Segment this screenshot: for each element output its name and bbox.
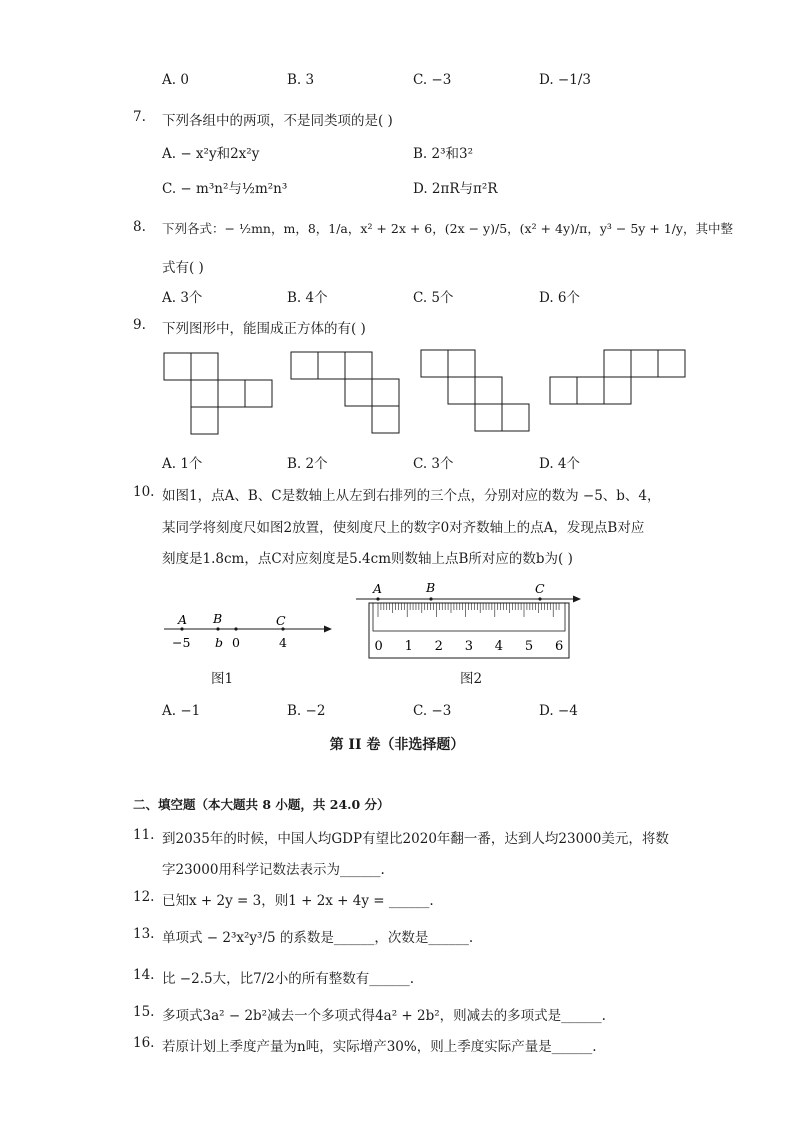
fig2-label-b: B (426, 580, 436, 595)
fig1-tick-4: 4 (279, 635, 287, 650)
fig1-point-a (180, 627, 183, 630)
ruler-number: 4 (494, 639, 504, 654)
q12-number: 12. (133, 889, 155, 905)
q10-line3: 刻度是1.8cm，点C对应刻度是5.4cm则数轴上点B所对应的数b为( ) (162, 551, 573, 567)
q7-option-d: D. 2πR与π²R (413, 181, 498, 197)
q9-number: 9. (133, 317, 146, 333)
fig1-point-0 (234, 627, 237, 630)
q10-number: 10. (133, 484, 155, 500)
q10-option-d: D. −4 (539, 703, 578, 719)
q11-line2: 字23000用科学记数法表示为______. (162, 862, 385, 878)
fig1-point-b (216, 627, 219, 630)
q7-option-b: B. 2³和3² (413, 146, 474, 162)
q10-figure1-number-line (160, 605, 340, 655)
q10-line2: 某同学将刻度尺如图2放置，使刻度尺上的数字0对齐数轴上的点A，发现点B对应 (162, 520, 645, 536)
q13-line1: 单项式 − 2³x²y³/5 的系数是______，次数是______. (162, 930, 474, 946)
ruler-number: 3 (464, 639, 474, 654)
q10-option-c: C. −3 (413, 703, 452, 719)
net-figure-2 (291, 352, 399, 433)
q9-option-b: B. 2个 (287, 456, 328, 472)
q15-line1: 多项式3a² − 2b²减去一个多项式得4a² + 2b²，则减去的多项式是______. (162, 1008, 606, 1024)
section2-header: 二、填空题（本大题共 8 小题，共 24.0 分） (133, 797, 390, 812)
q7-option-c: C. − m³n²与½m²n³ (162, 181, 288, 197)
q8-option-d: D. 6个 (539, 290, 581, 306)
q14-number: 14. (133, 967, 155, 983)
fig2-label-c: C (535, 581, 545, 596)
ruler-number: 6 (554, 639, 564, 654)
net-figure-1 (164, 353, 272, 434)
q9-text: 下列图形中，能围成正方体的有( ) (162, 321, 366, 337)
q10-option-a: A. −1 (162, 703, 201, 719)
q16-number: 16. (133, 1035, 155, 1051)
q9-option-c: C. 3个 (413, 456, 454, 472)
q6-option-d: D. −1/3 (539, 72, 591, 88)
q8-option-a: A. 3个 (162, 290, 203, 306)
fig2-label-a: A (373, 581, 383, 596)
q16-line1: 若原计划上季度产量为n吨，实际增产30%，则上季度实际产量是______. (162, 1039, 597, 1055)
q12-line1: 已知x + 2y = 3，则1 + 2x + 4y = ______. (162, 893, 434, 909)
q11-line1: 到2035年的时候，中国人均GDP有望比2020年翻一番，达到人均23000美元，将数 (162, 831, 669, 847)
q15-number: 15. (133, 1004, 155, 1020)
net-figure-3 (421, 350, 529, 431)
q8-line1: 下列各式：− ½mn，m，8，1/a，x² + 2x + 6，(2x − y)/5，(x² + 4y)/π，y³ − 5y + 1/y，其中整 (162, 221, 733, 236)
q6-option-a: A. 0 (162, 72, 189, 88)
ruler-number: 2 (434, 639, 443, 654)
q7-text: 下列各组中的两项，不是同类项的是( ) (162, 113, 393, 129)
q10-option-b: B. −2 (287, 703, 326, 719)
q6-option-b: B. 3 (287, 72, 315, 88)
fig1-tick-0: 0 (232, 635, 240, 650)
fig1-tick-neg5: −5 (172, 635, 191, 650)
q7-option-a: A. − x²y和2x²y (162, 146, 260, 162)
fig1-label-a: A (178, 612, 188, 627)
q14-line1: 比 −2.5大，比7/2小的所有整数有______. (162, 971, 415, 987)
q8-line2: 式有( ) (162, 260, 204, 276)
ruler-number: 5 (524, 639, 534, 654)
net-figure-4 (550, 350, 685, 404)
fig1-tick-b: b (215, 635, 224, 650)
ruler-number: 1 (404, 639, 413, 654)
q13-number: 13. (133, 926, 155, 942)
q8-number: 8. (133, 219, 146, 235)
q10-line1: 如图1，点A、B、C是数轴上从左到右排列的三个点，分别对应的数为 −5、b、4， (162, 488, 661, 504)
q7-number: 7. (133, 109, 146, 125)
fig2-caption: 图2 (460, 671, 483, 687)
ruler-number: 0 (374, 639, 383, 654)
part2-title: 第 II 卷（非选择题） (329, 737, 465, 753)
q6-option-c: C. −3 (413, 72, 452, 88)
q10-figure2-ruler (352, 580, 592, 662)
q9-net-figures (0, 0, 794, 450)
fig1-label-b: B (213, 611, 223, 626)
q11-number: 11. (133, 827, 155, 843)
fig1-caption: 图1 (211, 671, 234, 687)
fig1-label-c: C (276, 613, 286, 628)
q8-option-c: C. 5个 (413, 290, 454, 306)
q8-option-b: B. 4个 (287, 290, 328, 306)
q9-option-a: A. 1个 (162, 456, 203, 472)
q9-option-d: D. 4个 (539, 456, 581, 472)
